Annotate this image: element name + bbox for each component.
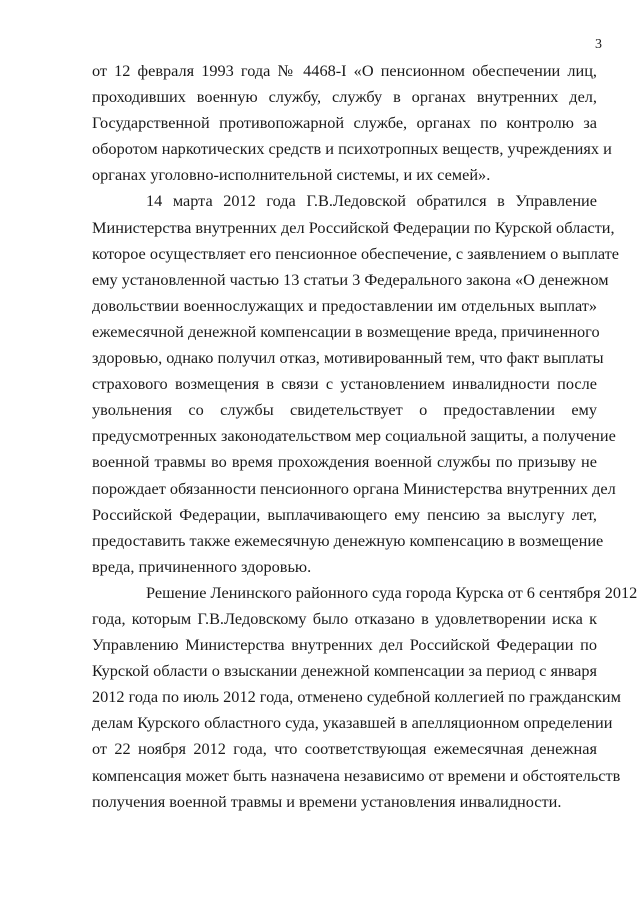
text-line: Российской Федерации, выплачивающего ему пенсию за выслугу лет, — [92, 504, 597, 524]
paragraph-3 — [92, 580, 638, 815]
text-line: военной травмы во время прохождения военной службы по призыву не — [92, 452, 597, 472]
text-line: от 22 ноября 2012 года, что соответствующая ежемесячная денежная — [92, 739, 597, 759]
text-line: Управлению Министерства внутренних дел Российской Федерации по — [92, 635, 597, 655]
text-line: Государственной противопожарной службе, органах по контролю за — [92, 113, 597, 133]
text-line: Решение Ленинского районного суда города Курска от 6 сентября 2012 — [146, 582, 638, 602]
text-line: делам Курского областного суда, указавшей в апелляционном определении — [92, 713, 613, 733]
text-line: компенсация может быть назначена независимо от времени и обстоятельств — [92, 765, 621, 785]
text-line: оборотом наркотических средств и психотропных веществ, учреждениях и — [92, 139, 612, 159]
paragraph-1 — [92, 58, 612, 188]
text-line: Министерства внутренних дел Российской Федерации по Курской области, — [92, 217, 615, 237]
text-line: Курской области о взыскании денежной компенсации за период с января — [92, 661, 597, 681]
text-line: ежемесячной денежной компенсации в возмещение вреда, причиненного — [92, 321, 600, 341]
text-line: ему установленной частью 13 статьи 3 Федерального закона «О денежном — [92, 269, 609, 289]
text-line: проходивших военную службу, службу в органах внутренних дел, — [92, 87, 597, 107]
document-body — [92, 58, 638, 815]
text-line: получения военной травмы и времени установления инвалидности. — [92, 791, 562, 811]
text-line: предоставить также ежемесячную денежную компенсацию в возмещение — [92, 530, 604, 550]
text-line: 14 марта 2012 года Г.В.Ледовской обратился в Управление — [146, 191, 597, 211]
text-line: порождает обязанности пенсионного органа Министерства внутренних дел — [92, 478, 616, 498]
text-line: 2012 года по июль 2012 года, отменено судебной коллегией по гражданским — [92, 687, 621, 707]
text-line: увольнения со службы свидетельствует о предоставлении ему — [92, 400, 597, 420]
text-line: здоровью, однако получил отказ, мотивированный тем, что факт выплаты — [92, 348, 604, 368]
page-number: 3 — [595, 37, 602, 52]
text-line: вреда, причиненного здоровью. — [92, 556, 312, 576]
text-line: довольствии военнослужащих и предоставлении им отдельных выплат» — [92, 295, 597, 315]
text-line: которое осуществляет его пенсионное обеспечение, с заявлением о выплате — [92, 243, 619, 263]
text-line: страхового возмещения в связи с установлением инвалидности после — [92, 374, 597, 394]
text-line: от 12 февраля 1993 года № 4468-I «О пенсионном обеспечении лиц, — [92, 61, 597, 80]
paragraph-2 — [92, 188, 619, 579]
text-line: предусмотренных законодательством мер социальной защиты, а получение — [92, 426, 616, 446]
text-line: органах уголовно-исполнительной системы, и их семей». — [92, 165, 491, 185]
text-line: года, которым Г.В.Ледовскому было отказано в удовлетворении иска к — [92, 608, 597, 628]
